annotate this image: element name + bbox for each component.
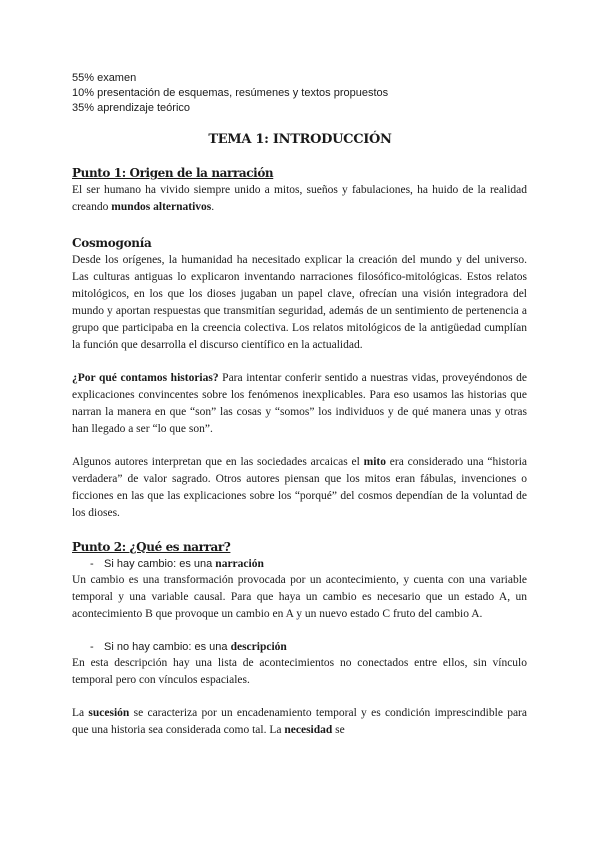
text-run: Algunos autores interpretan que en las sociedades arcaicas el — [72, 456, 364, 468]
paragraph-descripcion: En esta descripción hay una lista de acontecimientos no conectados entre ellos, sin vínculo temporal pero con vínculos espaciales. — [72, 657, 527, 686]
bold-question: ¿Por qué contamos historias? — [72, 372, 219, 384]
paragraph-sucesion — [72, 705, 527, 739]
text-run: se caracteriza por un encadenamiento temporal y es condición imprescindible para que una historia sea considerada como tal. La — [72, 707, 527, 736]
grading-list — [72, 71, 388, 116]
bold-term: descripción — [230, 641, 287, 653]
grading-item: 35% aprendizaje teórico — [72, 102, 191, 114]
bold-term: mito — [363, 456, 386, 468]
text-run: La — [72, 707, 89, 719]
paragraph-mito — [72, 454, 527, 522]
bold-term: sucesión — [88, 707, 130, 719]
bold-term: mundos alternativos — [111, 201, 212, 213]
text-run: era considerado una “historia verdadera” de valor sagrado. Otros autores piensan que los mitos eran fábulas, invenciones o ficciones en las que las explicaciones sobre los “porqué” del cosmos dependían de la voluntad de los dioses. — [72, 456, 527, 519]
paragraph-cambio: Un cambio es una transformación provocada por un acontecimiento, y cuenta con una variable temporal y una variable causal. Para que haya un cambio es necesario que un estado A, un acontecimiento B que provoque un cambio en A y un nuevo estado C fruto del cambio A. — [72, 574, 527, 620]
paragraph-cosmogonia: Desde los orígenes, la humanidad ha necesitado explicar la creación del mundo y del universo. Las culturas antiguas lo explicaron inventando narraciones filosófico-mitológicas. Estos relatos mitológicos, en los que los dioses jugaban un papel clave, ofrecían una visión integradora del mundo y aportan respuestas que transmitían seguridad, además de un sentimiento de pertenencia a grupo que participaba en la creencia colectiva. Los relatos mitológicos de la antigüedad cumplían la función que desarrolla el discurso científico en la actualidad. — [72, 254, 527, 351]
list-item-descripcion — [72, 639, 527, 655]
dash-bullet: - — [90, 558, 94, 570]
paragraph-por-que — [72, 370, 527, 438]
text-run: se — [332, 724, 345, 736]
grading-item: 55% examen — [72, 72, 137, 84]
paragraph-origen — [72, 182, 527, 216]
bold-term: narración — [215, 558, 264, 570]
section-heading-punto-1: Punto 1: Origen de la narración — [72, 166, 274, 180]
text-run: Si hay cambio: es una — [104, 558, 216, 570]
list-item-narracion — [72, 556, 527, 572]
document-body — [72, 164, 527, 739]
text-run: El ser humano ha vivido siempre unido a mitos, sueños y fabulaciones, ha huido de la realidad creando — [72, 184, 527, 213]
section-heading-punto-2: Punto 2: ¿Qué es narrar? — [72, 540, 231, 554]
document-title: TEMA 1: INTRODUCCIÓN — [208, 132, 392, 147]
dash-bullet: - — [90, 641, 94, 653]
text-run: Para intentar conferir sentido a nuestras vidas, proveyéndonos de explicaciones convincentes sobre los fenómenos inexplicables. Para eso usamos las historias que narran la manera en que “son” las cosas y “somos” los individuos y de qué manera unas y otras han llegado a ser “lo que son”. — [72, 372, 528, 435]
text-run: . — [211, 201, 215, 213]
subsection-heading-cosmogonia: Cosmogonía — [72, 236, 152, 250]
text-run: Si no hay cambio: es una — [104, 641, 231, 653]
grading-item: 10% presentación de esquemas, resúmenes y textos propuestos — [72, 87, 389, 99]
bold-term: necesidad — [284, 724, 333, 736]
